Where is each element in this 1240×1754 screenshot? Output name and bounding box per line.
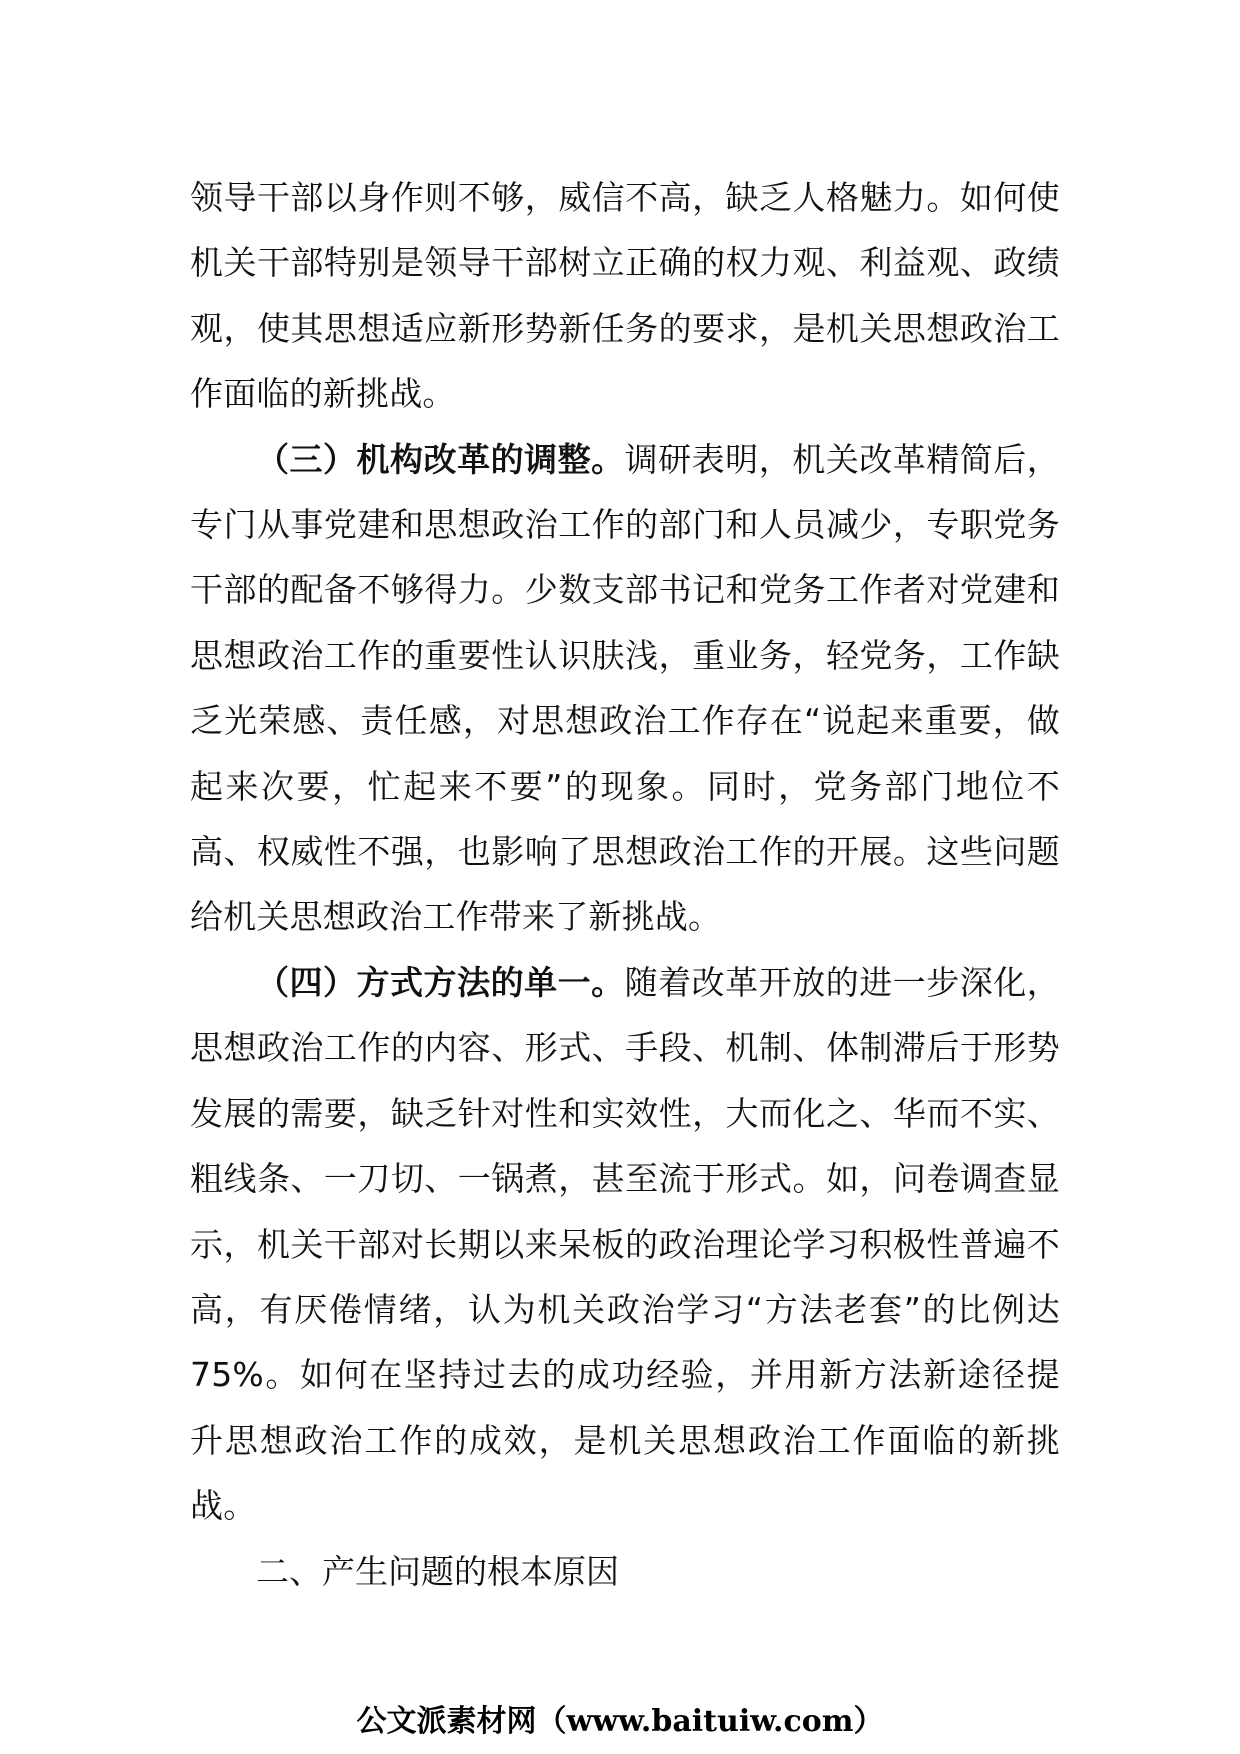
subheading-methods-single: （四）方式方法的单一。 [256,962,625,1002]
paragraph-2-text: 调研表明，机关改革精简后，专门从事党建和思想政治工作的部门和人员减少，专职党务干部的配备不够得力。少数支部书记和党务工作者对党建和思想政治工作的重要性认识肤浅，重业务，轻党务，工作缺乏光荣感、责任感，对思想政治工作存在“说起来重要，做起来次要，忙起来不要”的现象。同时，党务部门地位不高、权威性不强，也影响了思想政治工作的开展。这些问题给机关思想政治工作带来了新挑战。 [190,439,1060,937]
footer-watermark: 公文派素材网（www.baituiw.com） [356,1704,884,1739]
document-body [190,165,1060,1604]
paragraph-1-text: 领导干部以身作则不够，威信不高，缺乏人格魅力。如何使机关干部特别是领导干部树立正确的权力观、利益观、政绩观，使其思想适应新形势新任务的要求，是机关思想政治工作面临的新挑战。 [190,178,1060,414]
section-heading-root-causes: 二、产生问题的根本原因 [256,1551,619,1591]
paragraph-2 [190,427,1060,950]
subheading-institutional-reform: （三）机构改革的调整。 [256,439,625,479]
paragraph-3 [190,950,1060,1539]
paragraph-3-text: 随着改革开放的进一步深化，思想政治工作的内容、形式、手段、机制、体制滞后于形势发展的需要，缺乏针对性和实效性，大而化之、华而不实、粗线条、一刀切、一锅煮，甚至流于形式。如，问卷调查显示，机关干部对长期以来呆板的政治理论学习积极性普遍不高，有厌倦情绪，认为机关政治学习“方法老套”的比例达 75%。如何在坚持过去的成功经验，并用新方法新途径提升思想政治工作的成效，是机关思想政治工作面临的新挑战。 [190,962,1060,1526]
paragraph-1 [190,165,1060,427]
